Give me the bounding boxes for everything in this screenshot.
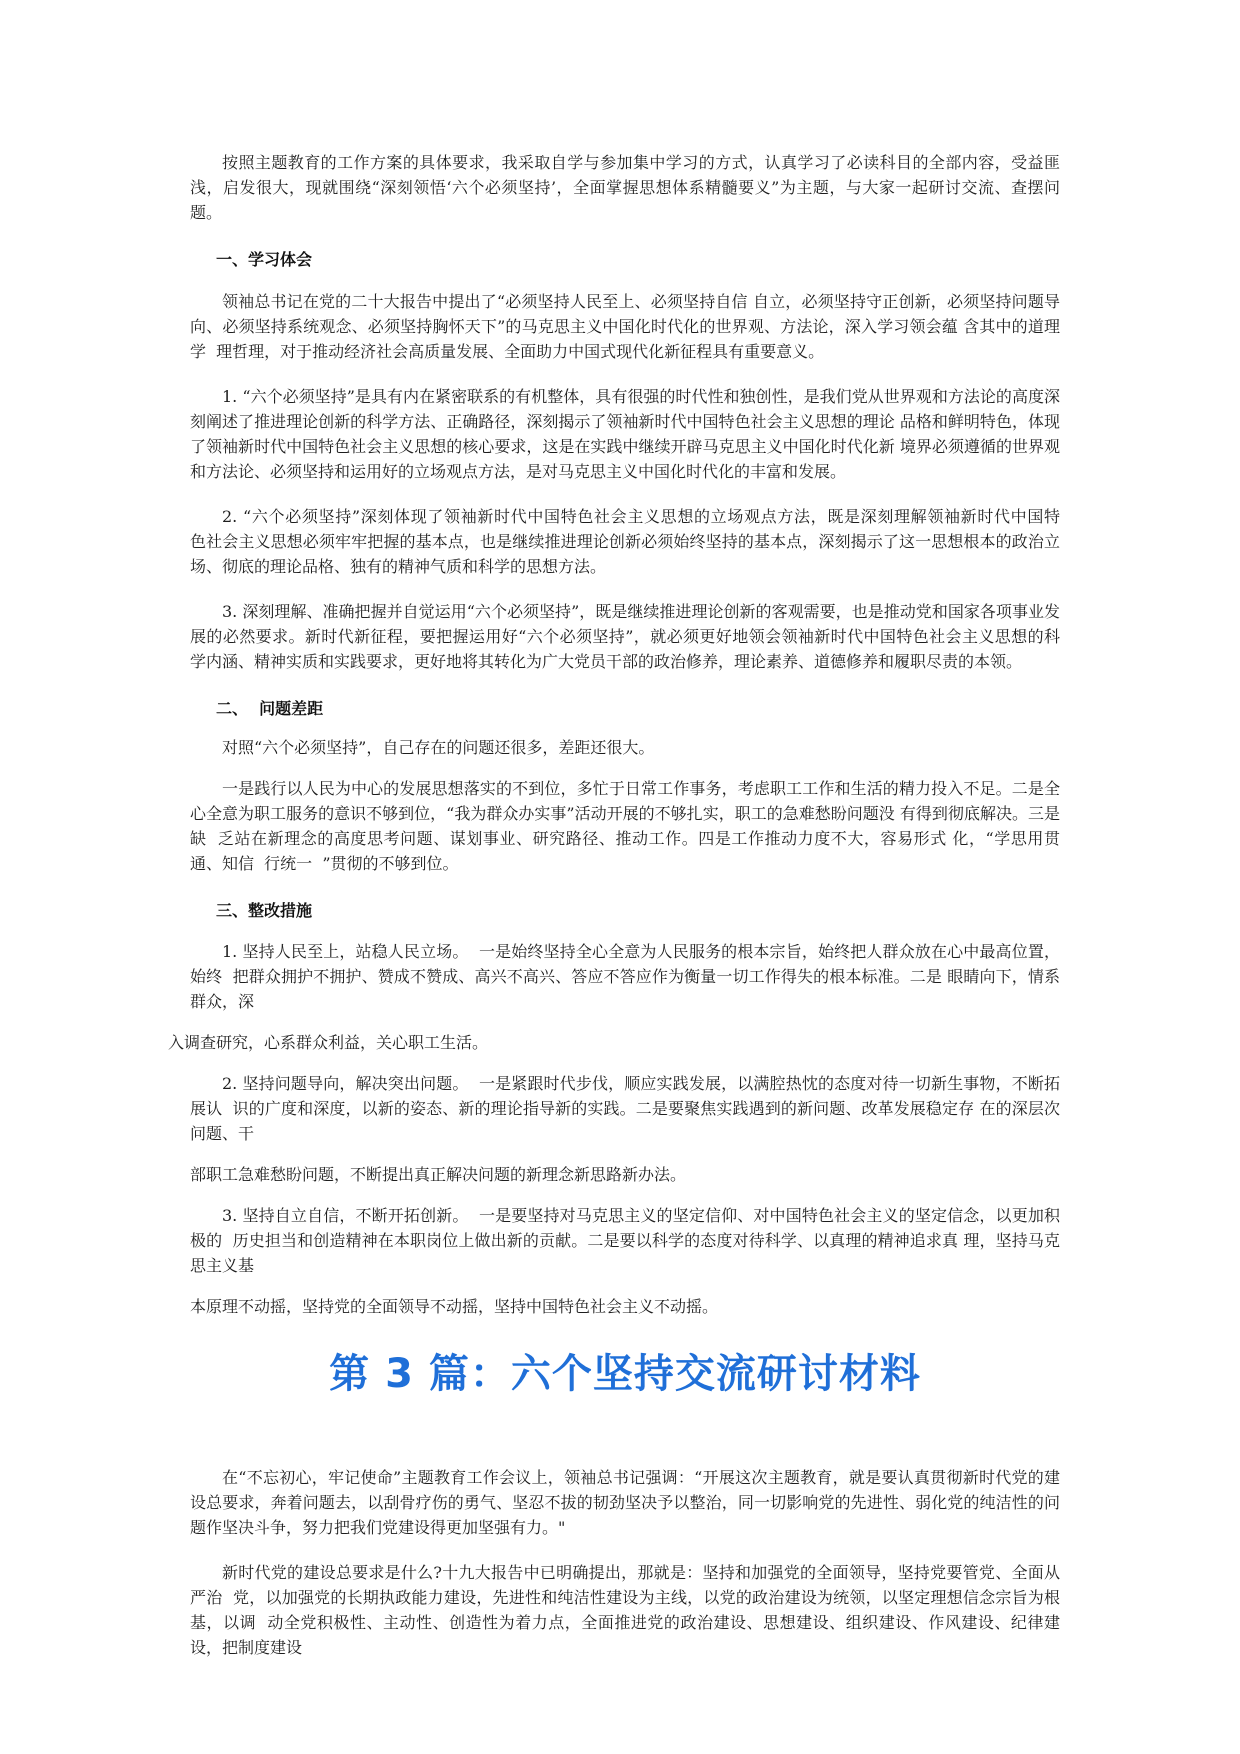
chapter-title: 第 3 篇：六个坚持交流研讨材料 xyxy=(329,1351,921,1397)
measure-2: 2. 坚持问题导向，解决突出问题。 一是紧跟时代步伐，顺应实践发展，以满腔热忱的态度对待一切新生事物，不断拓展认 识的广度和深度，以新的姿态、新的理论指导新的实践。二是要聚焦实践遇到的新问题、改革发展稳定存 在的深层次问题、干 xyxy=(190,1074,1060,1143)
problems-summary: 对照“六个必须坚持”，自己存在的问题还很多，差距还很大。 xyxy=(222,738,655,757)
measure-3: 3. 坚持自立自信，不断开拓创新。 一是要坚持对马克思主义的坚定信仰、对中国特色社会主义的坚定信念，以更加积极的 历史担当和创造精神在本职岗位上做出新的贡献。二是要以科学的态度对待科学、以真理的精神追求真 理，坚持马克思主义基 xyxy=(190,1206,1060,1275)
study-paragraph: 领袖总书记在党的二十大报告中提出了“必须坚持人民至上、必须坚持自信 自立，必须坚持守正创新，必须坚持问题导向、必须坚持系统观念、必须坚持胸怀天下”的马克思主义中国化时代化的世界观、方法论，深入学习领会蕴 含其中的道理学 理哲理，对于推动经济社会高质量发展、全面助力中国式现代化新征程具有重要意义。 xyxy=(190,292,1060,361)
document-body xyxy=(168,150,1081,1660)
problems-detail: 一是践行以人民为中心的发展思想落实的不到位，多忙于日常工作事务，考虑职工工作和生活的精力投入不足。二是全心全意为职工服务的意识不够到位，“我为群众办实事”活动开展的不够扎实，职工的急难愁盼问题没 有得到彻底解决。三是缺 乏站在新理念的高度思考问题、谋划事业、研究路径、推动工作。四是工作推动力度不大，容易形式 化，“学思用贯通、知信 行统一 ”贯彻的不够到位。 xyxy=(190,779,1060,873)
measure-1-continued: 入调查研究，心系群众利益，关心职工生活。 xyxy=(168,1033,489,1052)
chapter-paragraph-1: 在“不忘初心，牢记使命”主题教育工作会议上，领袖总书记强调：“开展这次主题教育，就是要认真贯彻新时代党的建设总要求，奔着问题去，以刮骨疗伤的勇气、坚忍不拔的韧劲坚决予以整治，同一切影响党的先进性、弱化党的纯洁性的问题作坚决斗争，努力把我们党建设得更加坚强有力。" xyxy=(190,1468,1060,1537)
measure-2-continued: 部职工急难愁盼问题，不断提出真正解决问题的新理念新思路新办法。 xyxy=(190,1165,687,1184)
study-point-1: 1. “六个必须坚持”是具有内在紧密联系的有机整体，具有很强的时代性和独创性，是我们党从世界观和方法论的高度深 刻阐述了推进理论创新的科学方法、正确路径，深刻揭示了领袖新时代中国特色社会主义思想的理论 品格和鲜明特色，体现 了领袖新时代中国特色社会主义思想的核心要求，这是在实践中继续开辟马克思主义中国化时代化新 境界必须遵循的世界观 和方法论、必须坚持和运用好的立场观点方法，是对马克思主义中国化时代化的丰富和发展。 xyxy=(190,387,1071,481)
section-heading-measures: 三、整改措施 xyxy=(216,901,313,920)
intro-paragraph: 按照主题教育的工作方案的具体要求，我采取自学与参加集中学习的方式，认真学习了必读科目的全部内容，受益匪浅，启发很大，现就围绕“深刻领悟‘六个必须坚持’，全面掌握思想体系精髓要义”为主题，与大家一起研讨交流、查摆问题。 xyxy=(190,153,1060,222)
study-point-3: 3. 深刻理解、准确把握并自觉运用“六个必须坚持”，既是继续推进理论创新的客观需要，也是推动党和国家各项事业发 展的必然要求。新时代新征程，要把握运用好“六个必须坚持”，就必须更好地领会领袖新时代中国特色社会主义思想的科 学内涵、精神实质和实践要求，更好地将其转化为广大党员干部的政治修养，理论素养、道德修养和履职尽责的本领。 xyxy=(190,602,1071,671)
measure-3-continued: 本原理不动摇，坚持党的全面领导不动摇，坚持中国特色社会主义不动摇。 xyxy=(190,1297,719,1316)
measure-1: 1. 坚持人民至上，站稳人民立场。 一是始终坚持全心全意为人民服务的根本宗旨，始终把人群众放在心中最高位置，始终 把群众拥护不拥护、赞成不赞成、高兴不高兴、答应不答应作为衡量一切工作得失的根本标准。二是 眼睛向下，情系群众，深 xyxy=(190,942,1060,1011)
section-heading-problems: 二、 问题差距 xyxy=(216,699,324,718)
study-point-2: 2. “六个必须坚持”深刻体现了领袖新时代中国特色社会主义思想的立场观点方法，既是深刻理解领袖新时代中国特 色社会主义思想必须牢牢把握的基本点，也是继续推进理论创新必须始终坚持的基本点，深刻揭示了这一思想根本的政治立场、彻底的理论品格、独有的精神气质和科学的思想方法。 xyxy=(190,507,1081,576)
chapter-paragraph-2: 新时代党的建设总要求是什么?十九大报告中已明确提出，那就是：坚持和加强党的全面领导，坚持党要管党、全面从严治 党，以加强党的长期执政能力建设，先进性和纯洁性建设为主线，以党的政治建设为统领，以坚定理想信念宗旨为根 基，以调 动全党积极性、主动性、创造性为着力点，全面推进党的政治建设、思想建设、组织建设、作风建设、纪律建设，把制度建设 xyxy=(190,1563,1066,1657)
section-heading-study: 一、学习体会 xyxy=(216,250,313,269)
